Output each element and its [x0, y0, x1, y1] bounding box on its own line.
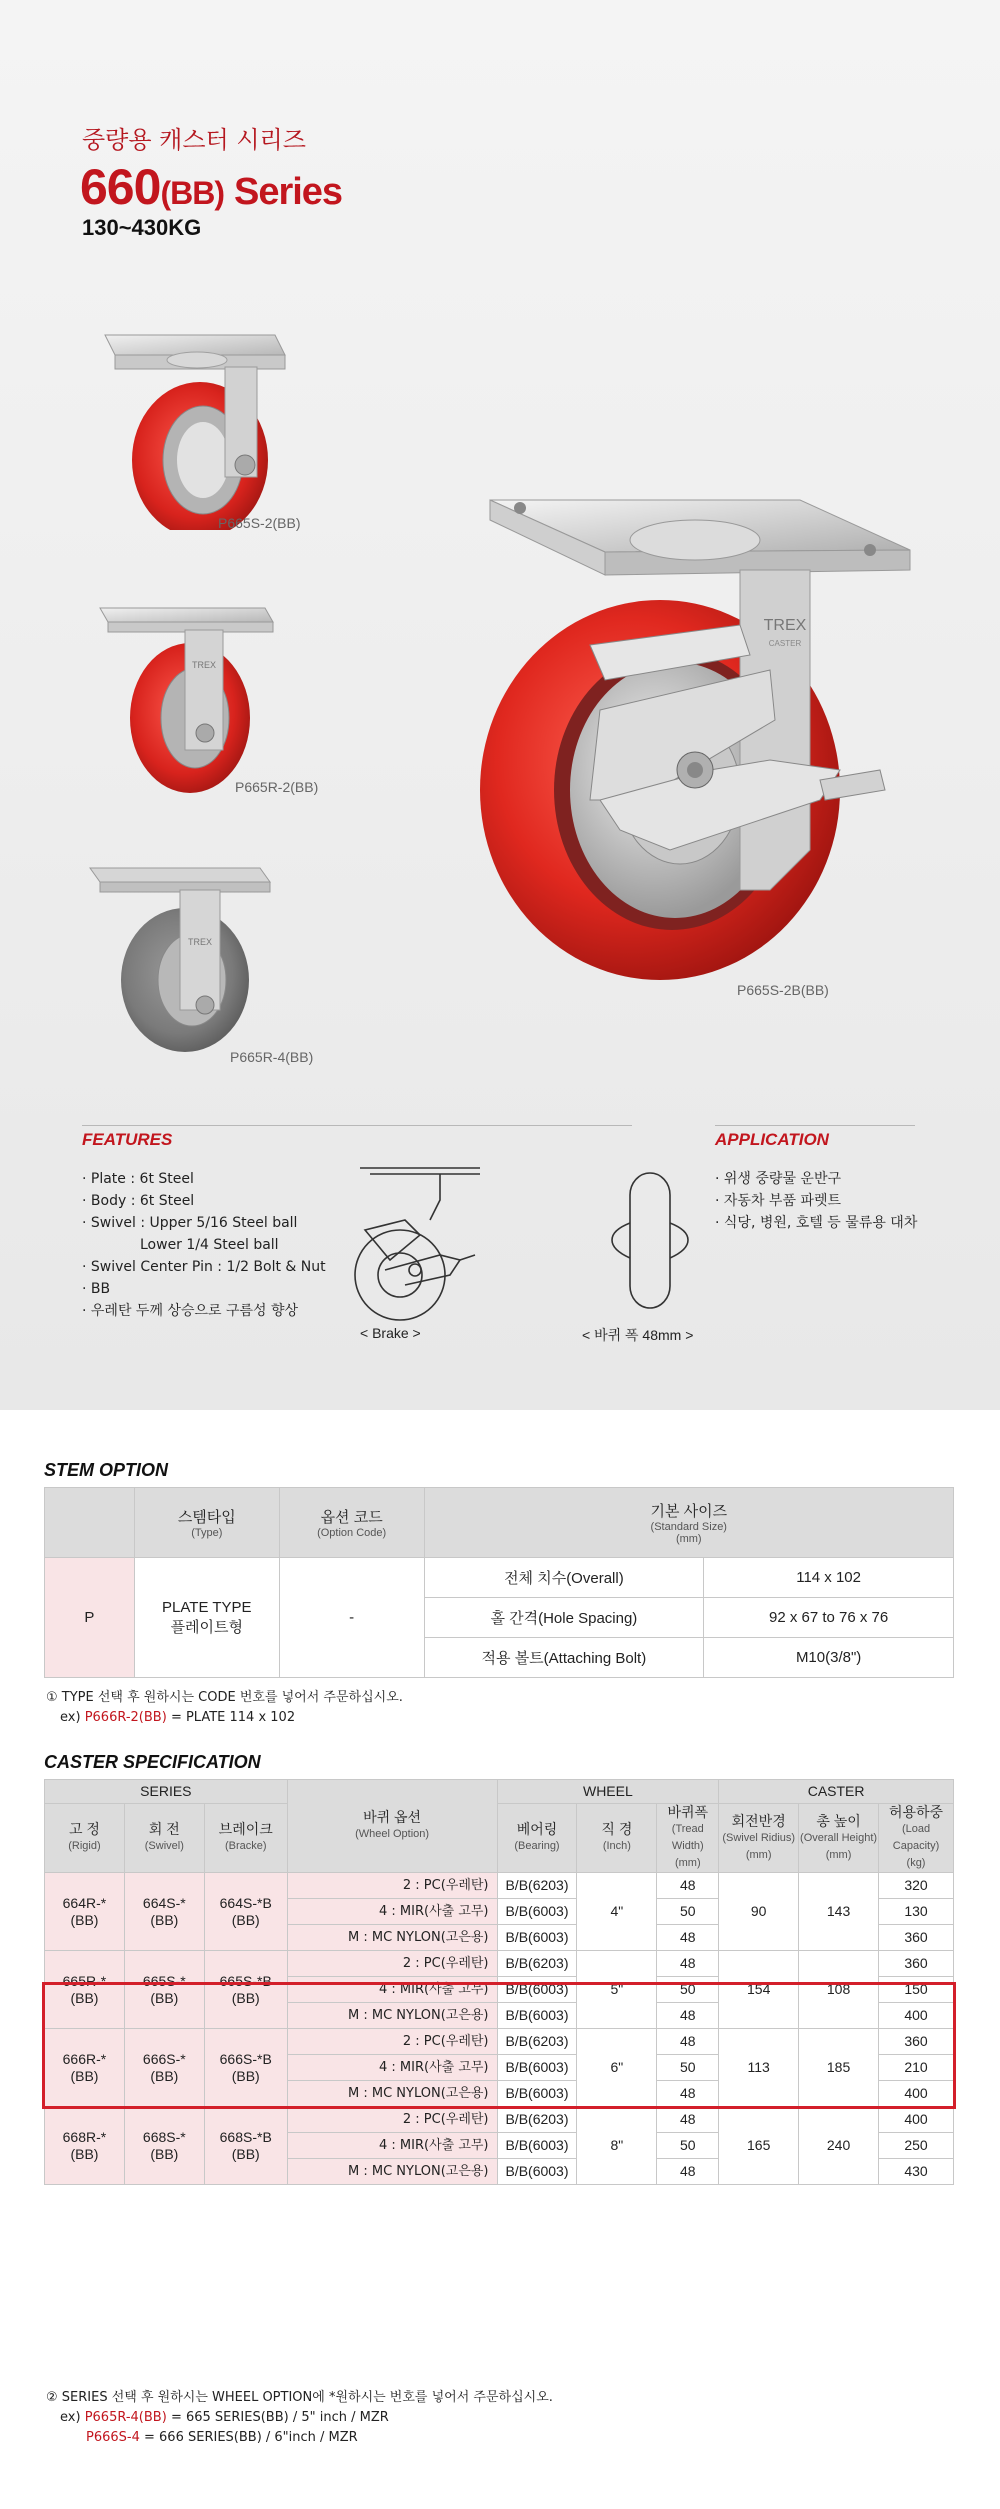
wheel-option-cell: 2 : PC(우레탄) — [287, 1951, 497, 1977]
feature-item: · 우레탄 두께 상승으로 구름성 향상 — [82, 1303, 299, 1319]
wheel-option-cell: M : MC NYLON(고은용) — [287, 2081, 497, 2107]
caster-image-swivel — [85, 315, 305, 530]
wheel-brand: TREX — [763, 617, 807, 634]
product-caption: P665R-4(BB) — [230, 1049, 314, 1065]
stem-spec-value: 114 x 102 — [704, 1558, 954, 1598]
bearing-cell: B/B(6003) — [497, 2081, 577, 2107]
tread-cell: 48 — [657, 2107, 719, 2133]
stem-spec-value: 92 x 67 to 76 x 76 — [704, 1598, 954, 1638]
caster-image-rigid — [95, 598, 305, 798]
tread-cell: 50 — [657, 1977, 719, 2003]
header-caster: CASTER — [719, 1780, 954, 1804]
header-rigid: 고 정 (Rigid) — [45, 1804, 125, 1873]
series-rigid-cell: 668R-* (BB) — [45, 2107, 125, 2185]
wheel-brand: TREX — [187, 937, 213, 947]
diameter-cell: 8" — [577, 2107, 657, 2185]
load-cell: 150 — [879, 1977, 954, 2003]
series-swivel-cell: 668S-* (BB) — [124, 2107, 204, 2185]
bearing-cell: B/B(6003) — [497, 2159, 577, 2185]
wheel-option-cell: M : MC NYLON(고은용) — [287, 2159, 497, 2185]
application-item: · 위생 중량물 운반구 — [715, 1171, 841, 1187]
caster-image-rigid-gray — [80, 860, 300, 1060]
product-caption: P665S-2(BB) — [218, 515, 301, 531]
caster-note-code: P665R-4(BB) — [84, 2410, 167, 2425]
wheel-brand: TREX — [191, 660, 217, 670]
stem-code-cell: P — [45, 1558, 135, 1678]
load-cell: 400 — [879, 2107, 954, 2133]
application-divider — [715, 1125, 915, 1126]
tread-cell: 48 — [657, 1925, 719, 1951]
caster-note-ex1: ex) P665R-4(BB) = 665 SERIES(BB) / 5" inch / MZR — [60, 2410, 389, 2425]
series-swivel-cell: 665S-* (BB) — [124, 1951, 204, 2029]
wheel-option-cell: 2 : PC(우레탄) — [287, 2029, 497, 2055]
stem-spec-label: 전체 치수(Overall) — [424, 1558, 704, 1598]
series-bb: (BB) — [160, 175, 224, 211]
stem-header-type: 스템타입 (Type) — [134, 1488, 279, 1558]
stem-note — [46, 1688, 403, 1728]
bearing-cell: B/B(6203) — [497, 2029, 577, 2055]
stem-spec-label: 적용 볼트(Attaching Bolt) — [424, 1638, 704, 1678]
series-swivel-cell: 664S-* (BB) — [124, 1873, 204, 1951]
tread-cell: 48 — [657, 2029, 719, 2055]
wheel-option-cell: M : MC NYLON(고은용) — [287, 2003, 497, 2029]
wheel-width-label: < 바퀴 폭 48mm > — [582, 1327, 694, 1343]
wheel-option-cell: 2 : PC(우레탄) — [287, 2107, 497, 2133]
stem-header-size: 기본 사이즈 (Standard Size) (mm) — [424, 1488, 953, 1558]
tread-cell: 48 — [657, 1873, 719, 1899]
series-word: Series — [233, 171, 343, 213]
features-heading: FEATURES — [82, 1130, 173, 1149]
stem-option-table — [44, 1487, 954, 1678]
wheel-option-cell: 4 : MIR(사출 고무) — [287, 2133, 497, 2159]
product-caption: P665R-2(BB) — [235, 779, 319, 795]
features-divider — [82, 1125, 632, 1126]
caster-note-ex2: P666S-4 = 666 SERIES(BB) / 6"inch / MZR — [86, 2430, 358, 2445]
stem-type-cell: PLATE TYPE 플레이트형 — [134, 1558, 279, 1678]
bearing-cell: B/B(6003) — [497, 2055, 577, 2081]
header-height: 총 높이 (Overall Height) (mm) — [799, 1804, 879, 1873]
application-list — [715, 1168, 917, 1234]
header-brake: 브레이크 (Bracke) — [204, 1804, 287, 1873]
diameter-cell: 6" — [577, 2029, 657, 2107]
load-cell: 430 — [879, 2159, 954, 2185]
series-rigid-cell: 664R-* (BB) — [45, 1873, 125, 1951]
tread-cell: 50 — [657, 2133, 719, 2159]
bearing-cell: B/B(6003) — [497, 1899, 577, 1925]
bearing-cell: B/B(6003) — [497, 2003, 577, 2029]
header-series: SERIES — [45, 1780, 288, 1804]
tread-cell: 48 — [657, 2159, 719, 2185]
table-row — [45, 1951, 954, 1977]
stem-note-code: P666R-2(BB) — [84, 1710, 167, 1725]
series-number: 660 — [80, 159, 161, 215]
feature-item: · Plate : 6t Steel — [82, 1171, 194, 1187]
height-cell: 143 — [799, 1873, 879, 1951]
application-item: · 식당, 병원, 호텔 등 물류용 대차 — [715, 1215, 918, 1231]
features-list — [82, 1168, 326, 1322]
stem-spec-value: M10(3/8") — [704, 1638, 954, 1678]
radius-cell: 154 — [719, 1951, 799, 2029]
series-title — [80, 158, 342, 216]
wheel-width-drawing — [600, 1168, 700, 1318]
product-caption: P665S-2B(BB) — [737, 982, 829, 998]
height-cell: 240 — [799, 2107, 879, 2185]
header-radius: 회전반경 (Swivel Ridius) (mm) — [719, 1804, 799, 1873]
caster-spec-body — [45, 1873, 954, 2185]
stem-option-title: STEM OPTION — [44, 1460, 169, 1480]
load-cell: 250 — [879, 2133, 954, 2159]
header-load: 허용하중 (Load Capacity) (kg) — [879, 1804, 954, 1873]
load-cell: 210 — [879, 2055, 954, 2081]
caster-note-line1: ② SERIES 선택 후 원하시는 WHEEL OPTION에 *원하시는 번호를 넣어서 주문하십시오. — [46, 2390, 553, 2405]
header-wheel: WHEEL — [497, 1780, 719, 1804]
series-brake-cell: 666S-*B (BB) — [204, 2029, 287, 2107]
stem-note-line1: ① TYPE 선택 후 원하시는 CODE 번호를 넣어서 주문하십시오. — [46, 1690, 403, 1705]
bearing-cell: B/B(6203) — [497, 1951, 577, 1977]
load-cell: 400 — [879, 2003, 954, 2029]
wheel-option-cell: 4 : MIR(사출 고무) — [287, 1977, 497, 2003]
diameter-cell: 4" — [577, 1873, 657, 1951]
bearing-cell: B/B(6003) — [497, 1977, 577, 2003]
tread-cell: 48 — [657, 1951, 719, 1977]
wheel-option-cell: 4 : MIR(사출 고무) — [287, 2055, 497, 2081]
stem-option-cell: - — [279, 1558, 424, 1678]
bearing-cell: B/B(6203) — [497, 1873, 577, 1899]
series-brake-cell: 665S-*B (BB) — [204, 1951, 287, 2029]
table-row — [45, 1873, 954, 1899]
capacity-range: 130~430KG — [82, 215, 202, 240]
table-row — [45, 2029, 954, 2055]
series-subtitle: 중량용 캐스터 시리즈 — [82, 126, 306, 154]
feature-item: Lower 1/4 Steel ball — [140, 1237, 279, 1253]
height-cell: 108 — [799, 1951, 879, 2029]
series-rigid-cell: 666R-* (BB) — [45, 2029, 125, 2107]
load-cell: 360 — [879, 1925, 954, 1951]
feature-item: · Body : 6t Steel — [82, 1193, 195, 1209]
radius-cell: 165 — [719, 2107, 799, 2185]
stem-header-blank — [45, 1488, 135, 1558]
radius-cell: 90 — [719, 1873, 799, 1951]
feature-item: · Swivel : Upper 5/16 Steel ball — [82, 1215, 298, 1231]
caster-spec-title: CASTER SPECIFICATION — [44, 1752, 261, 1772]
radius-cell: 113 — [719, 2029, 799, 2107]
bearing-cell: B/B(6203) — [497, 2107, 577, 2133]
series-brake-cell: 664S-*B (BB) — [204, 1873, 287, 1951]
tread-cell: 48 — [657, 2003, 719, 2029]
load-cell: 360 — [879, 2029, 954, 2055]
load-cell: 130 — [879, 1899, 954, 1925]
wheel-option-cell: 2 : PC(우레탄) — [287, 1873, 497, 1899]
header-bearing: 베어링 (Bearing) — [497, 1804, 577, 1873]
diameter-cell: 5" — [577, 1951, 657, 2029]
bearing-cell: B/B(6003) — [497, 1925, 577, 1951]
stem-note-line2: ex) P666R-2(BB) = PLATE 114 x 102 — [60, 1710, 296, 1725]
tread-cell: 48 — [657, 2081, 719, 2107]
series-brake-cell: 668S-*B (BB) — [204, 2107, 287, 2185]
load-cell: 400 — [879, 2081, 954, 2107]
caster-note-code: P666S-4 — [86, 2430, 140, 2445]
wheel-option-cell: 4 : MIR(사출 고무) — [287, 1899, 497, 1925]
table-row — [45, 2107, 954, 2133]
caster-spec-table — [44, 1779, 954, 2185]
application-heading: APPLICATION — [715, 1130, 829, 1149]
bearing-cell: B/B(6003) — [497, 2133, 577, 2159]
wheel-option-cell: M : MC NYLON(고은용) — [287, 1925, 497, 1951]
brake-label: < Brake > — [360, 1325, 421, 1341]
header-wheel-option: 바퀴 옵션 (Wheel Option) — [287, 1780, 497, 1873]
stem-spec-label: 홀 간격(Hole Spacing) — [424, 1598, 704, 1638]
feature-item: · Swivel Center Pin : 1/2 Bolt & Nut — [82, 1259, 326, 1275]
series-swivel-cell: 666S-* (BB) — [124, 2029, 204, 2107]
load-cell: 360 — [879, 1951, 954, 1977]
header-tread: 바퀴폭 (Tread Width) (mm) — [657, 1804, 719, 1873]
feature-item: · BB — [82, 1281, 111, 1297]
wheel-brand-sub: CASTER — [768, 639, 802, 648]
series-rigid-cell: 665R-* (BB) — [45, 1951, 125, 2029]
tread-cell: 50 — [657, 2055, 719, 2081]
load-cell: 320 — [879, 1873, 954, 1899]
stem-header-code: 옵션 코드 (Option Code) — [279, 1488, 424, 1558]
caster-note — [46, 2388, 553, 2448]
tread-cell: 50 — [657, 1899, 719, 1925]
brake-drawing — [330, 1160, 500, 1330]
caster-image-brake-large — [440, 470, 930, 980]
height-cell: 185 — [799, 2029, 879, 2107]
application-item: · 자동차 부품 파렛트 — [715, 1193, 841, 1209]
header-diameter: 직 경 (Inch) — [577, 1804, 657, 1873]
header-swivel: 회 전 (Swivel) — [124, 1804, 204, 1873]
